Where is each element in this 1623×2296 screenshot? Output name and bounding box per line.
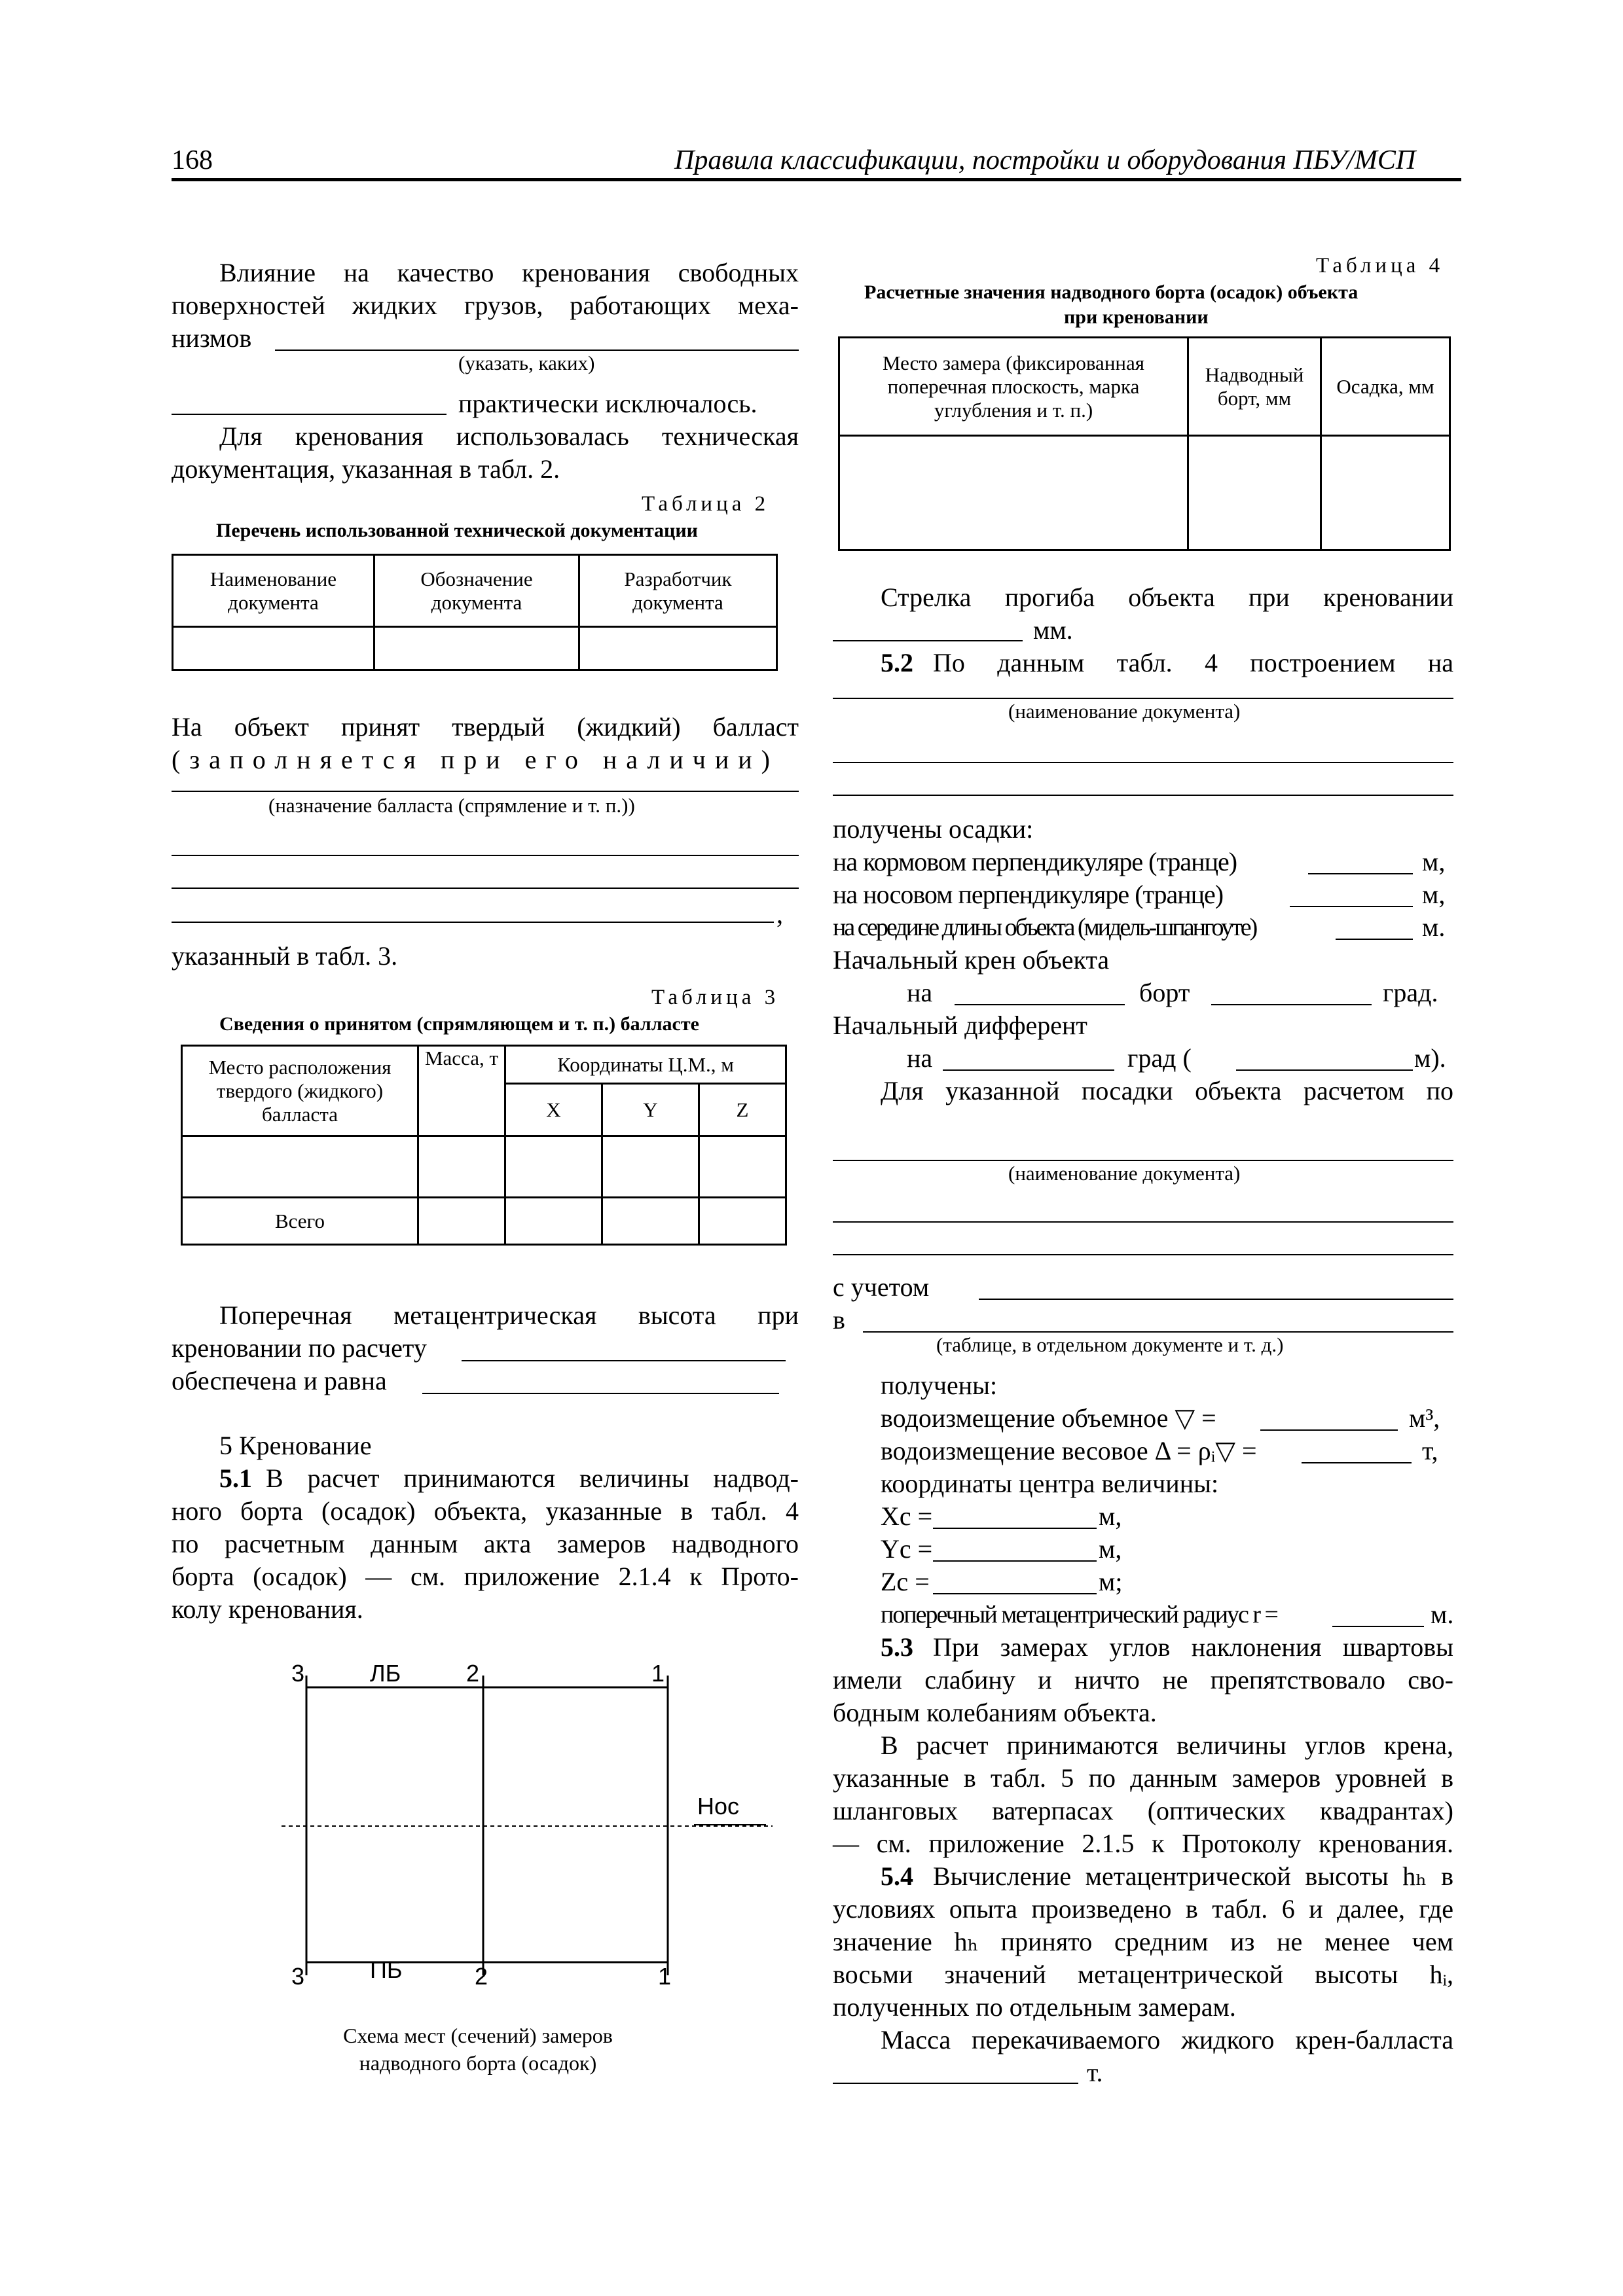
angles-line2: указанные в табл. 5 по данным замеров уровней в xyxy=(833,1763,1453,1793)
p4-line2: креновании по расчету xyxy=(172,1333,427,1363)
blank-vol-disp[interactable] xyxy=(1260,1429,1398,1431)
table4 xyxy=(838,336,1451,551)
trim-na: на xyxy=(907,1043,933,1073)
blank-calc-3[interactable] xyxy=(833,1254,1453,1255)
p2-line2: документация, указанная в табл. 2. xyxy=(172,454,560,484)
draft-aft-unit: м, xyxy=(1422,847,1446,876)
p1-line2: поверхностей жидких грузов, работающих меха- xyxy=(172,291,799,320)
vol-disp-label: водоизмещение объемное ▽ = xyxy=(881,1403,1216,1433)
zc-label: Zc = xyxy=(881,1567,930,1596)
blank-draft-aft[interactable] xyxy=(1308,873,1413,874)
table2-header-name: Наименование документа xyxy=(173,555,374,627)
table4-cell[interactable] xyxy=(839,436,1188,550)
s52-number: 5.2 xyxy=(881,648,913,677)
scheme-label-1-bottom: 1 xyxy=(658,1963,672,1990)
s52-text: По данным табл. 4 построением на xyxy=(933,648,1453,677)
blank-yc[interactable] xyxy=(933,1560,1097,1562)
table2 xyxy=(172,554,778,671)
blank-ballast-1[interactable] xyxy=(172,855,799,856)
cb-title: координаты центра величины: xyxy=(881,1469,1219,1498)
angles-line3: шланговых ватерпасах (оптических квадрантах) xyxy=(833,1796,1453,1825)
scheme-label-3-top: 3 xyxy=(291,1660,305,1687)
wt-disp-unit: т, xyxy=(1422,1436,1438,1465)
table3-title: Сведения о принятом (спрямляющем и т. п.) балласте xyxy=(219,1013,699,1035)
p1-line4: практически исключалось. xyxy=(458,389,757,418)
s53-line2: имели слабину и ничто не препятствовало сво- xyxy=(833,1665,1453,1695)
hint-docname: (наименование документа) xyxy=(1008,700,1241,723)
calc-line1: Для указанной посадки объекта расчетом по xyxy=(881,1076,1453,1105)
blank-gm-calc[interactable] xyxy=(462,1360,786,1361)
table3-cell[interactable] xyxy=(418,1136,505,1198)
running-title: Правила классификации, постройки и оборудования ПБУ/МСП xyxy=(674,145,1416,175)
wt-disp-label: водоизмещение весовое Δ = ρᵢ▽ = xyxy=(881,1436,1257,1465)
blank-deflection[interactable] xyxy=(833,640,1023,641)
table3-cell[interactable] xyxy=(602,1136,699,1198)
table3-cell[interactable] xyxy=(418,1198,505,1245)
table2-number: Таблица 2 xyxy=(642,492,770,516)
blank-gm-equal[interactable] xyxy=(422,1393,779,1394)
table4-title-line2: при креновании xyxy=(1064,306,1209,328)
deflection-unit: мм. xyxy=(1033,615,1073,645)
s53-number: 5.3 xyxy=(881,1632,913,1662)
s51-line2: ного борта (осадок) объекта, указанные в табл. 4 xyxy=(172,1496,799,1526)
scheme-label-2-bottom: 2 xyxy=(475,1963,488,1990)
obtained-label: получены: xyxy=(881,1371,998,1400)
blank-trim-m[interactable] xyxy=(1236,1069,1413,1071)
draft-fwd-label: на носовом перпендикуляре (транце) xyxy=(833,880,1224,909)
p3-line2: (заполняется при его наличии) xyxy=(172,745,779,774)
table3-header-mass: Масса, т xyxy=(418,1046,505,1136)
s53-line3: бодным колебаниям объекта. xyxy=(833,1698,1157,1727)
blank-draft-mid[interactable] xyxy=(1336,939,1413,940)
table3-total-label: Всего xyxy=(182,1198,418,1245)
table2-cell[interactable] xyxy=(173,627,374,670)
s54-line1: Вычисление метацентрической высоты hₕ в xyxy=(933,1861,1453,1891)
in-label: в xyxy=(833,1305,845,1335)
heel-grad: град. xyxy=(1383,978,1438,1007)
table2-header-developer: Разработчик документа xyxy=(579,555,777,627)
blank-ballast-3[interactable] xyxy=(172,922,774,923)
table3-number: Таблица 3 xyxy=(651,986,780,1009)
scheme-caption-line1: Схема мест (сечений) замеров xyxy=(343,2024,613,2047)
header-rule xyxy=(172,178,1461,181)
table2-cell[interactable] xyxy=(374,627,579,670)
blank-radius[interactable] xyxy=(1332,1626,1424,1627)
drafts-title: получены осадки: xyxy=(833,814,1034,844)
scheme-label-1-top: 1 xyxy=(651,1660,665,1687)
heel-bort: борт xyxy=(1139,978,1190,1007)
blank-zc[interactable] xyxy=(933,1593,1097,1594)
table3-cell[interactable] xyxy=(602,1198,699,1245)
table3-cell[interactable] xyxy=(505,1198,602,1245)
s54-line5: полученных по отдельным замерам. xyxy=(833,1992,1236,2022)
scheme-label-pb: ПБ xyxy=(370,1956,403,1983)
blank-with-account[interactable] xyxy=(979,1299,1453,1300)
s54-line4: восьми значений метацентрической высоты hᵢ, xyxy=(833,1960,1453,1989)
p3-comma: , xyxy=(776,899,783,929)
blank-ballast-purpose[interactable] xyxy=(172,791,799,792)
table4-header-draft: Осадка, мм xyxy=(1321,338,1450,436)
draft-fwd-unit: м, xyxy=(1422,880,1446,909)
table3-cell[interactable] xyxy=(505,1136,602,1198)
hint-which: (указать, каких) xyxy=(458,351,595,374)
s51-number: 5.1 xyxy=(219,1463,252,1493)
table3-cell[interactable] xyxy=(699,1136,786,1198)
hint-table: (таблице, в отдельном документе и т. д.) xyxy=(936,1333,1284,1356)
p4-line3: обеспечена и равна xyxy=(172,1366,387,1395)
s51-line3: по расчетным данным акта замеров надводного xyxy=(172,1529,799,1558)
xc-label: Xc = xyxy=(881,1501,933,1531)
table4-header-freeboard: Надводный борт, мм xyxy=(1188,338,1321,436)
draft-mid-unit: м. xyxy=(1422,912,1446,942)
table4-cell[interactable] xyxy=(1321,436,1450,550)
blank-calc-2[interactable] xyxy=(833,1221,1453,1223)
measurement-scheme xyxy=(262,1656,786,2009)
table3 xyxy=(181,1045,787,1246)
scheme-label-2-top: 2 xyxy=(466,1660,480,1687)
s54-line2: условиях опыта произведено в табл. 6 и далее, где xyxy=(833,1894,1453,1924)
scheme-label-3-bottom: 3 xyxy=(291,1963,305,1990)
draft-aft-label: на кормовом перпендикуляре (транце) xyxy=(833,847,1237,876)
scheme-label-lb: ЛБ xyxy=(370,1660,401,1687)
deflection-line1: Стрелка прогиба объекта при креновании xyxy=(881,583,1453,612)
blank-heel-angle[interactable] xyxy=(955,1004,1125,1005)
trim-title: Начальный дифферент xyxy=(833,1011,1087,1040)
blank-draft-fwd[interactable] xyxy=(1290,906,1413,907)
table3-header-z: Z xyxy=(699,1084,786,1136)
table2-title: Перечень использованной технической документации xyxy=(216,520,698,541)
blank-mass[interactable] xyxy=(833,2083,1078,2084)
yc-label: Yc = xyxy=(881,1534,933,1564)
table3-header-y: Y xyxy=(602,1084,699,1136)
s51-line5: колу кренования. xyxy=(172,1594,363,1624)
heel-title: Начальный крен объекта xyxy=(833,945,1110,975)
table4-number: Таблица 4 xyxy=(1316,254,1444,278)
s54-line3: значение hₕ принято средним из не менее чем xyxy=(833,1927,1453,1956)
blank-s52-3[interactable] xyxy=(833,795,1453,796)
blank-xc[interactable] xyxy=(933,1528,1097,1529)
yc-unit: м, xyxy=(1099,1534,1122,1564)
p1-line1: Влияние на качество кренования свободных xyxy=(219,258,799,287)
scheme-caption-line2: надводного борта (осадок) xyxy=(359,2051,597,2075)
heel-na: на xyxy=(907,978,933,1007)
s51-line1: В расчет принимаются величины надвод- xyxy=(266,1463,799,1493)
p2-line1: Для кренования использовалась техническая xyxy=(219,422,799,451)
section5-heading: 5 Кренование xyxy=(219,1431,372,1460)
radius-unit: м. xyxy=(1431,1600,1454,1629)
table3-cell[interactable] xyxy=(699,1198,786,1245)
radius-label: поперечный метацентрический радиус r = xyxy=(881,1601,1277,1628)
s54-number: 5.4 xyxy=(881,1861,913,1891)
draft-mid-label: на середине длины объекта (мидель-шпангоуте) xyxy=(833,914,1256,941)
blank-wt-disp[interactable] xyxy=(1302,1462,1412,1463)
mass-unit: т. xyxy=(1087,2058,1103,2087)
angles-line1: В расчет принимаются величины углов крена, xyxy=(881,1731,1453,1760)
table4-title-line1: Расчетные значения надводного борта (осадок) объекта xyxy=(864,281,1359,303)
scheme-label-nos: Нос xyxy=(697,1793,740,1820)
trim-m: м). xyxy=(1414,1043,1446,1073)
table2-cell[interactable] xyxy=(579,627,777,670)
table4-cell[interactable] xyxy=(1188,436,1321,550)
table3-header-place: Место расположения твердого (жидкого) балласта xyxy=(182,1046,418,1136)
table2-header-code: Обозначение документа xyxy=(374,555,579,627)
zc-unit: м; xyxy=(1099,1567,1123,1596)
page-number: 168 xyxy=(172,145,213,175)
table3-cell[interactable] xyxy=(182,1136,418,1198)
blank-s52-2[interactable] xyxy=(833,762,1453,763)
p3-line1: На объект принят твердый (жидкий) балласт xyxy=(172,712,799,742)
mass-line1: Масса перекачиваемого жидкого крен-балласта xyxy=(881,2025,1453,2054)
hint-ballast-purpose: (назначение балласта (спрямление и т. п.)) xyxy=(268,794,635,817)
s51-line4: борта (осадок) — см. приложение 2.1.4 к Прото- xyxy=(172,1562,799,1591)
s53-line1: При замерах углов наклонения швартовы xyxy=(933,1632,1453,1662)
table3-header-coords: Координаты Ц.М., м xyxy=(505,1046,786,1084)
hint-docname-2: (наименование документа) xyxy=(1008,1162,1241,1185)
p1-line3: низмов xyxy=(172,323,252,353)
blank-mechanisms-2[interactable] xyxy=(172,414,447,415)
with-account-label: с учетом xyxy=(833,1272,930,1302)
trim-grad: град ( xyxy=(1127,1043,1192,1073)
xc-unit: м, xyxy=(1099,1501,1122,1531)
blank-heel-side[interactable] xyxy=(1211,1004,1372,1005)
table4-header-place: Место замера (фиксированная поперечная плоскость, марка углубления и т. п.) xyxy=(839,338,1188,436)
p4-line1: Поперечная метацентрическая высота при xyxy=(219,1300,799,1330)
vol-disp-unit: м³, xyxy=(1409,1403,1440,1433)
blank-trim-angle[interactable] xyxy=(943,1069,1114,1071)
table3-header-x: X xyxy=(505,1084,602,1136)
angles-line4: — см. приложение 2.1.5 к Протоколу кренования. xyxy=(833,1829,1453,1858)
blank-ballast-2[interactable] xyxy=(172,888,799,889)
p3-end: указанный в табл. 3. xyxy=(172,941,398,971)
